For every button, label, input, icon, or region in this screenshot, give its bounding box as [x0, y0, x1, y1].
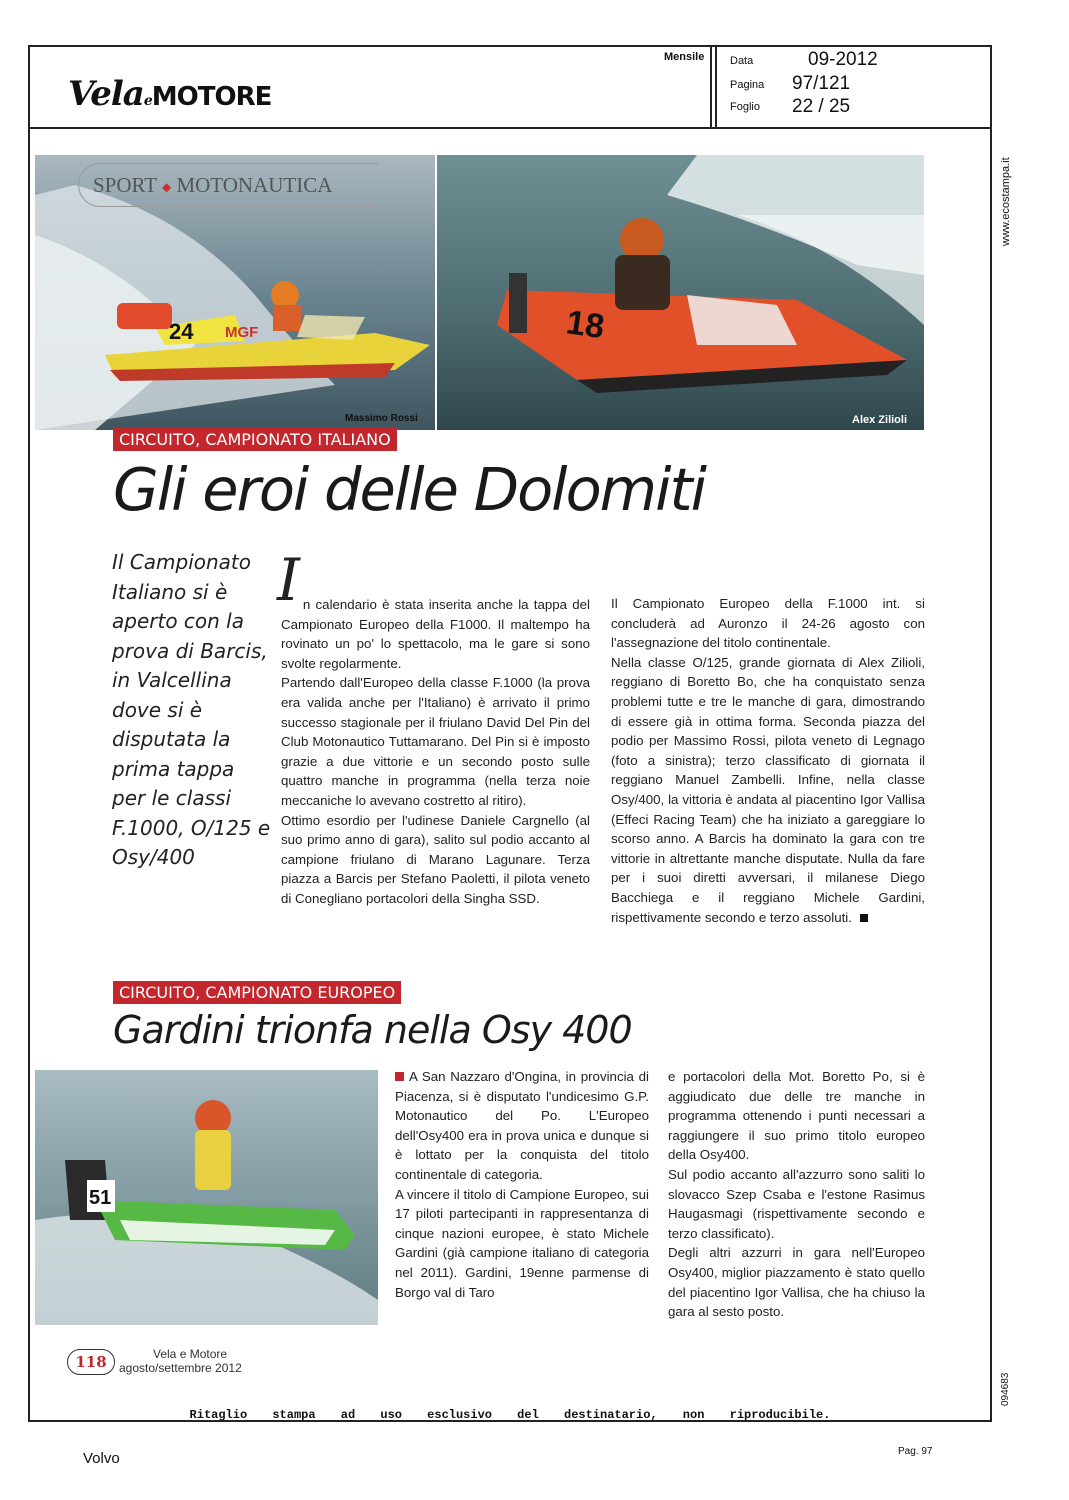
article2-column-1	[395, 1067, 649, 1302]
pagina-label: Pagina	[730, 79, 765, 91]
publication-logo: VelaeMOTORE	[68, 74, 272, 114]
article2-column-2	[668, 1067, 925, 1322]
paragraph: e portacolori della Mot. Boretto Po, si è aggiudicato due delle tre manche in programma ottenendo i punti necessari a raggiungere il suo primo titolo europeo della Osy400.	[668, 1069, 925, 1163]
side-code: 094683	[1000, 1372, 1011, 1406]
paragraph: A San Nazzaro d'Ongina, in provincia di Piacenza, si è disputato l'undicesimo G.P. Motonautico del Po. L'Europeo dell'Osy400 era in prova unica e dunque si è lottato per la conquista del titolo continentale di categoria.	[395, 1069, 649, 1182]
article1-title: Gli eroi delle Dolomiti	[113, 455, 706, 524]
photo-boat-right	[437, 155, 924, 430]
side-url: www.ecostampa.it	[1000, 157, 1012, 246]
section-kicker: SPORT ◆ MOTONAUTICA	[78, 163, 378, 207]
foglio-value: 22 / 25	[792, 96, 851, 117]
pagina-value: 97/121	[792, 73, 851, 94]
article2-section-label: CIRCUITO, CAMPIONATO EUROPEO	[113, 983, 401, 1003]
folio-magazine: Vela e Motore agosto/settembre 2012	[119, 1347, 242, 1375]
article2-title: Gardini trionfa nella Osy 400	[113, 1008, 632, 1052]
disclaimer: Ritaglio stampa ad uso esclusivo del destinatario, non riproducibile.	[189, 1408, 831, 1422]
left-boat-number: 24	[169, 319, 194, 344]
folio	[67, 1349, 115, 1375]
header-divider	[710, 45, 712, 129]
page-number: 118	[67, 1349, 115, 1375]
paragraph: Nella classe O/125, grande giornata di Alex Zilioli, reggiano di Boretto Bo, che ha conquistato senza problemi tutte e tre le manche di gara, dimostrando di essere già in ottima forma. Seconda piazza del podio per Massimo Rossi, pilota veneto di Legnago (foto a sinistra); terzo classificato di giornata il reggiano Manuel Zambelli. Infine, nella classe Osy/400, la vittoria è andata al piacentino Igor Vallisa (Effeci Racing Team) che ha iniziato a gareggiare lo scorso anno. A Barcis ha dominato la gara con tre vittorie in altrettante manche disputate. Nulla da fare per i suoi diretti avversari, il milanese Diego Bacchiega e il reggiano Michele Gardini, rispettivamente secondo e terzo assoluti.	[611, 654, 925, 925]
paragraph: Ottimo esordio per l'udinese Daniele Cargnello (al suo primo anno di gara), salito sul podio accanto al campione friulano di Marano Lagunare. Terza piazza a Barcis per Stefano Paoletti, il pilota veneto di Conegliano portacolori della Singha SSD.	[281, 812, 590, 906]
footer-page: Pag. 97	[898, 1446, 933, 1457]
photo-boat-bottom	[35, 1070, 378, 1325]
paragraph: Partendo dall'Europeo della classe F.1000 (la prova era valida anche per l'Italiano) è arrivato il primo successo stagionale per il friulano David Del Pin del Club Motonautico Tuttamarano. Del Pin si è imposto grazie a due vittorie e un secondo posto sulle quattro manche in programma (nella terza noie meccaniche lo avevano costretto al ritiro).	[281, 675, 590, 808]
foglio-label: Foglio	[730, 101, 760, 113]
paragraph: n calendario è stata inserita anche la tappa del Campionato Europeo della F1000. Il maltempo ha rovinato un po' lo spettacolo, ma le gare si sono svolte regolarmente.	[281, 597, 590, 671]
paragraph: Degli altri azzurri in gara nell'Europeo Osy400, miglior piazzamento è stato quello del piacentino Igor Vallisa, che ha chiuso la gara al sesto posto.	[668, 1245, 925, 1320]
paragraph: Sul podio accanto all'azzurro sono saliti lo slovacco Szep Csaba e l'estone Rasimus Haugasmagi (rispettivamente secondo e terzo classificato).	[668, 1166, 925, 1241]
bottom-boat-number: 51	[89, 1187, 112, 1209]
paragraph: A vincere il titolo di Campione Europeo, sui 17 piloti partecipanti in rappresentanza di cinque nazioni europee, è stato Michele Gardini (già campione italiano di categoria nel 2011). Gardini, 19enne parmense di Borgo val di Taro	[395, 1186, 649, 1300]
end-mark	[860, 914, 868, 922]
dropcap: I	[277, 546, 300, 614]
article1-column-1	[277, 546, 590, 909]
photo-credit-left: Massimo Rossi	[345, 413, 418, 424]
article1-section-label: CIRCUITO, CAMPIONATO ITALIANO	[113, 430, 397, 450]
article1-column-2	[611, 594, 925, 927]
data-label: Data	[730, 55, 754, 67]
photo-credit-right: Alex Zilioli	[852, 414, 908, 426]
left-boat-sponsor: MGF	[225, 324, 259, 341]
header-divider	[715, 45, 717, 129]
frequency-label: Mensile	[664, 51, 705, 63]
right-boat-number: 18	[563, 303, 607, 347]
bullet-square	[395, 1072, 404, 1081]
footer-client: Volvo	[83, 1450, 120, 1467]
data-value: 09-2012	[808, 49, 878, 70]
paragraph: Il Campionato Europeo della F.1000 int. si concluderà ad Auronzo il 24-26 agosto con l'assegnazione del titolo continentale.	[611, 596, 925, 651]
article1-lead: Il Campionato Italiano si è aperto con la prova di Barcis, in Valcellina dove si è disputata la prima tappa per le classi F.1000, O/125 e Osy/400	[112, 550, 271, 869]
